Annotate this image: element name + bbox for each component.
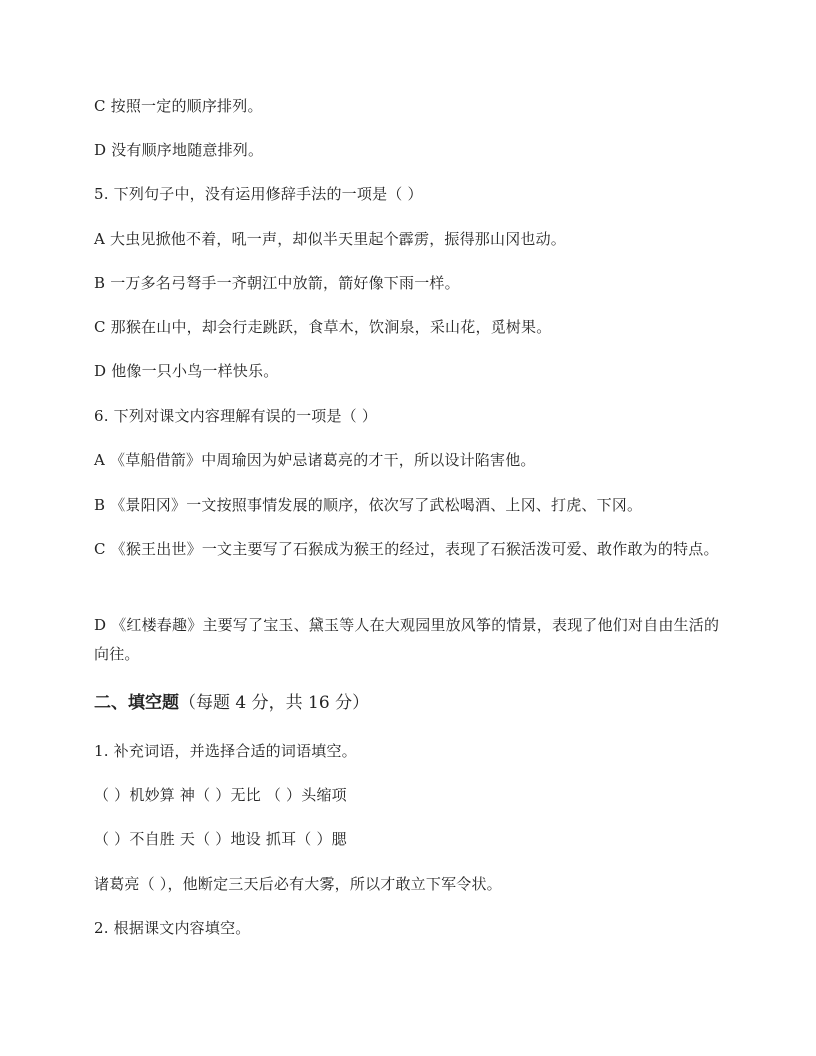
question-4-option-d: D 没有顺序地随意排列。 — [94, 141, 264, 159]
question-6-option-a: A 《草船借箭》中周瑜因为妒忌诸葛亮的才干，所以设计陷害他。 — [94, 451, 536, 469]
section-2-title: 二、填空题 — [94, 693, 179, 713]
question-5-option-c: C 那猴在山中，却会行走跳跃，食草木，饮涧泉，采山花，觅树果。 — [94, 318, 552, 336]
question-6-option-c: C 《猴王出世》一文主要写了石猴成为猴王的经过，表现了石猴活泼可爱、敢作敢为的特点。 — [94, 540, 719, 558]
question-5-stem: 5. 下列句子中，没有运用修辞手法的一项是（ ） — [94, 185, 423, 203]
question-6-option-d: D 《红楼春趣》主要写了宝玉、黛玉等人在大观园里放风筝的情景，表现了他们对自由生活的向往。 — [94, 616, 720, 663]
fill-question-1-sentence: 诸葛亮（ ），他断定三天后必有大雾，所以才敢立下军令状。 — [94, 875, 502, 893]
section-2-heading — [94, 689, 734, 718]
fill-question-1-row-2: （ ）不自胜 天（ ）地设 抓耳（ ）腮 — [94, 830, 347, 848]
fill-question-1-stem: 1. 补充词语，并选择合适的词语填空。 — [94, 742, 357, 760]
question-5-option-d: D 他像一只小鸟一样快乐。 — [94, 362, 279, 380]
question-6-option-b: B 《景阳冈》一文按照事情发展的顺序，依次写了武松喝酒、上冈、打虎、下冈。 — [94, 496, 643, 514]
question-5-option-b: B 一万多名弓弩手一齐朝江中放箭，箭好像下雨一样。 — [94, 274, 460, 292]
question-6-stem: 6. 下列对课文内容理解有误的一项是（ ） — [94, 407, 378, 425]
fill-question-1-row-1: （ ）机妙算 神（ ）无比 （ ）头缩项 — [94, 786, 347, 804]
question-4-option-c: C 按照一定的顺序排列。 — [94, 97, 263, 115]
question-5-option-a: A 大虫见掀他不着，吼一声，却似半天里起个霹雳，振得那山冈也动。 — [94, 230, 567, 248]
fill-question-2-stem: 2. 根据课文内容填空。 — [94, 919, 251, 937]
section-2-score-note: （每题 4 分，共 16 分） — [179, 693, 370, 713]
